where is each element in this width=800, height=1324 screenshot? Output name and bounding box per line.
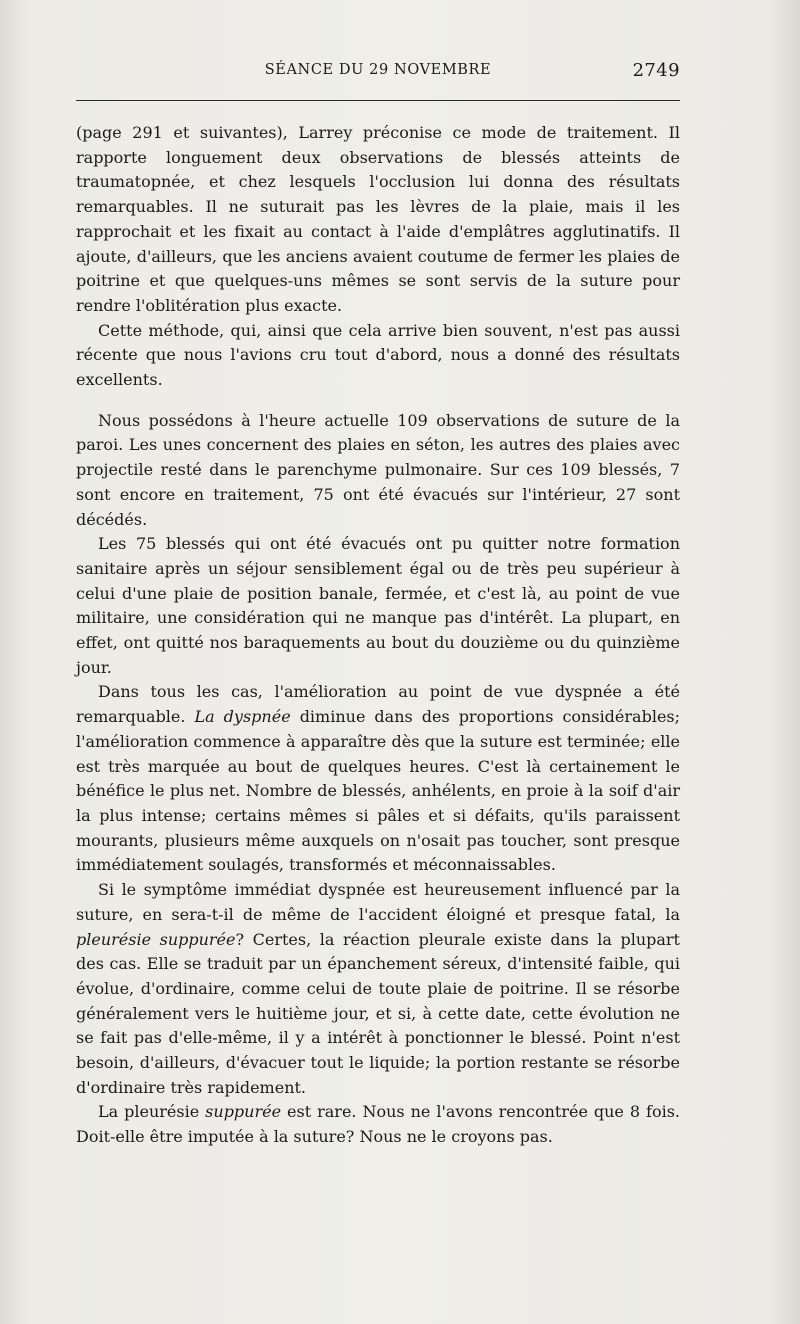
paragraph-5-italic: La dyspnée xyxy=(194,707,291,727)
paragraph-7-text-a: La pleurésie xyxy=(98,1102,206,1122)
paragraph-1: (page 291 et suivantes), Larrey préconise ce mode de traitement. Il rapporte longuement deux observations de blessés atteints de traumatopnée, et chez lesquels l'occlusion lui donna des résultats remarquables. Il ne suturait pas les lèvres de la plaie, mais il les rapprochait et les fixait au contact à l'aide d'emplâtres agglutinatifs. Il ajoute, d'ailleurs, que les anciens avaient coutume de fermer les plaies de poitrine et que quelques-uns mêmes se sont servis de la suture pour rendre l'oblitération plus exacte. xyxy=(76,123,680,315)
paragraph-3: Nous possédons à l'heure actuelle 109 observations de suture de la paroi. Les unes concernent des plaies en séton, les autres des plaies avec projectile resté dans le parenchyme pulmonaire. Sur ces 109 blessés, 7 sont encore en traitement, 75 ont été évacués sur l'intérieur, 27 sont décédés. xyxy=(76,410,680,529)
paragraph-6-italic: pleurésie suppurée xyxy=(76,929,236,949)
page-number: 2749 xyxy=(632,60,680,81)
paragraph-6-text-a: Si le symptôme immédiat dyspnée est heureusement influencé par la suture, en sera-t-il de même de l'accident éloigné et presque fatal, la xyxy=(76,880,680,924)
paragraph-4: Les 75 blessés qui ont été évacués ont pu quitter notre formation sanitaire après un séjour sensiblement égal ou de très peu supérieur à celui d'une plaie de position banale, fermée, et c'est là, au point de vue militaire, une considération qui ne manque pas d'intérêt. La plupart, en effet, ont quitté nos baraquements au bout du douzième ou du quinzième jour. xyxy=(76,534,680,677)
paragraph-7-italic: suppurée xyxy=(205,1102,282,1122)
header-rule xyxy=(76,100,680,101)
paragraph-2: Cette méthode, qui, ainsi que cela arrive bien souvent, n'est pas aussi récente que nous l'avions cru tout d'abord, nous a donné des résultats excellents. xyxy=(76,320,680,390)
paragraph-5-text-b: diminue dans des proportions considérables; l'amélioration commence à apparaître dès que la suture est terminée; elle est très marquée au bout de quelques heures. C'est là certainement le bénéfice le plus net. Nombre de blessés, anhélents, en proie à la soif d'air la plus intense; certains mêmes si pâles et si défaits, qu'ils paraissent mourants, plusieurs même auxquels on n'osait pas toucher, sont presque immédiatement soulagés, transformés et méconnaissables. xyxy=(76,707,681,875)
paragraph-7-text-b: est rare. Nous ne l'avons rencontrée que 8 fois. Doit-elle être imputée à la suture? Nous ne le croyons pas. xyxy=(76,1102,681,1147)
paragraph-5 xyxy=(76,680,680,878)
running-title: SÉANCE DU 29 NOVEMBRE xyxy=(264,62,492,78)
paragraph-6-text-b: ? Certes, la réaction pleurale existe dans la plupart des cas. Elle se traduit par un épanchement séreux, d'intensité faible, qui évolue, d'ordinaire, comme celui de toute plaie de poitrine. Il se résorbe généralement vers le huitième jour, et si, à cette date, cette évolution ne se fait pas d'elle-même, il y a intérêt à ponctionner le blessé. Point n'est besoin, d'ailleurs, d'évacuer tout le liquide; la portion restante se résorbe d'ordinaire très rapidement. xyxy=(76,929,680,1097)
paragraph-6 xyxy=(76,878,680,1100)
body-text xyxy=(76,121,680,1150)
page-header xyxy=(76,62,680,90)
paragraph-gap xyxy=(76,393,680,409)
paragraph-7 xyxy=(76,1100,680,1149)
paragraph-5-text-a: Dans tous les cas, l'amélioration au point de vue dyspnée a été remarquable. xyxy=(76,682,680,727)
